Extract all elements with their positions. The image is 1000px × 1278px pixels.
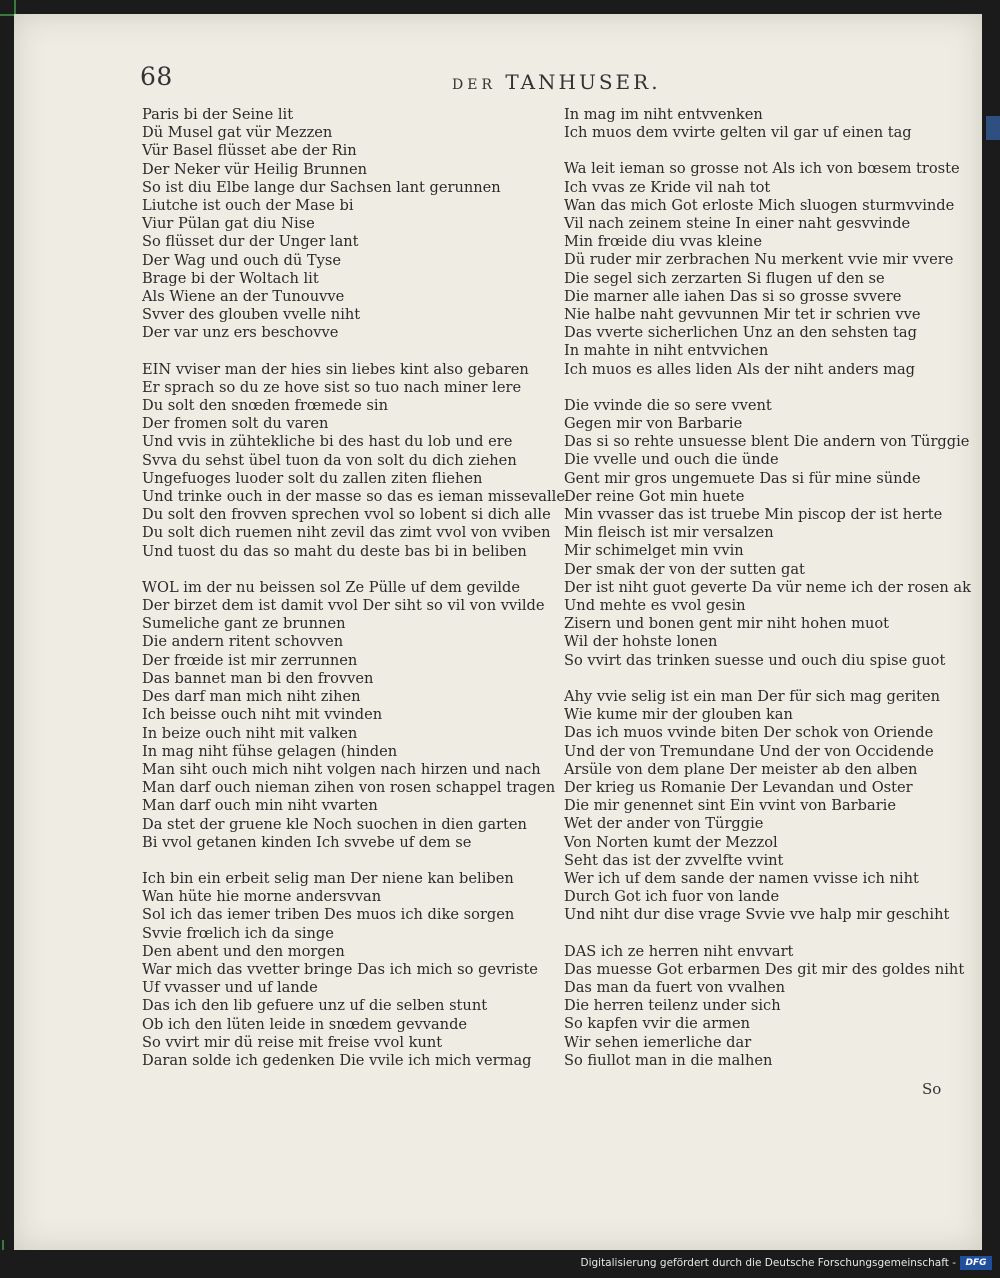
verse-line: EIN vviser man der hies sin liebes kint also gebaren <box>142 360 529 378</box>
verse-line: Zisern und bonen gent mir niht hohen muot <box>564 615 890 633</box>
left-column <box>142 106 565 1070</box>
verse-line: Gegen mir von Barbarie <box>564 415 743 433</box>
verse-line: Svva du sehst übel tuon da von solt du dich ziehen <box>142 451 517 469</box>
verse-line: Man darf ouch min niht vvarten <box>142 797 378 815</box>
verse-line: Als Wiene an der Tunouvve <box>142 288 345 306</box>
verse-line: Vil nach zeinem steine In einer naht gesvvinde <box>564 215 911 233</box>
verse-line: Das ich muos vvinde biten Der schok von Oriende <box>564 724 934 742</box>
verse-line: Er sprach so du ze hove sist so tuo nach miner lere <box>142 378 522 396</box>
verse-line: War mich das vvetter bringe Das ich mich so gevriste <box>142 960 538 978</box>
footer-credit: Digitalisierung gefördert durch die Deutsche Forschungsgemeinschaft - <box>580 1257 956 1269</box>
verse-line: Viur Pülan gat diu Nise <box>142 215 315 233</box>
verse-line: Der frœide ist mir zerrunnen <box>142 651 358 669</box>
verse-line: So vvirt das trinken suesse und ouch diu spise guot <box>564 651 946 669</box>
verse-line: Ich muos es alles liden Als der niht anders mag <box>564 360 916 378</box>
verse-line: Ich muos dem vvirte gelten vil gar uf einen tag <box>564 124 912 142</box>
stanza <box>142 870 562 1070</box>
verse-line: Und der von Tremundane Und der von Occidende <box>564 742 934 760</box>
verse-line: Wa leit ieman so grosse not Als ich von bœsem troste <box>564 160 960 178</box>
stanza <box>564 106 976 142</box>
verse-line: Ich bin ein erbeit selig man Der niene kan beliben <box>142 869 514 887</box>
verse-line: Die marner alle iahen Das si so grosse svvere <box>564 287 902 305</box>
verse-line: In mahte in niht entvvichen <box>564 342 769 360</box>
verse-line: Der Wag und ouch dü Tyse <box>142 251 342 269</box>
verse-line: Sol ich das iemer triben Des muos ich dike sorgen <box>142 906 515 924</box>
verse-line: WOL im der nu beissen sol Ze Pülle uf dem gevilde <box>142 578 521 596</box>
verse-line: Min fleisch ist mir versalzen <box>564 524 774 542</box>
stanza <box>564 943 976 1070</box>
running-head <box>452 70 661 94</box>
verse-line: Ich beisse ouch niht mit vvinden <box>142 706 383 724</box>
verse-line: Wet der ander von Türggie <box>564 815 764 833</box>
verse-line: Daran solde ich gedenken Die vvile ich mich vermag <box>142 1051 532 1069</box>
verse-line: Der smak der von der sutten gat <box>564 560 805 578</box>
verse-line: Durch Got ich fuor von lande <box>564 888 780 906</box>
stanza <box>142 360 565 561</box>
verse-line: Und mehte es vvol gesin <box>564 597 746 615</box>
verse-line: Brage bi der Woltach lit <box>142 269 319 287</box>
verse-line: Wir sehen iemerliche dar <box>564 1033 752 1051</box>
verse-line: Den abent und den morgen <box>142 942 345 960</box>
verse-line: Der ist niht guot geverte Da vür neme ich der rosen ak <box>564 578 971 596</box>
verse-line: In beize ouch niht mit valken <box>142 724 358 742</box>
verse-line: Die vvelle und ouch die ünde <box>564 451 779 469</box>
verse-line: Sumeliche gant ze brunnen <box>142 615 346 633</box>
verse-line: Von Norten kumt der Mezzol <box>564 833 778 851</box>
verse-line: Der var unz ers beschovve <box>142 324 339 342</box>
verse-line: Ob ich den lüten leide in snœdem gevvande <box>142 1015 468 1033</box>
dfg-logo: DFG <box>960 1256 992 1270</box>
verse-line: Und vvis in zühtekliche bi des hast du lob und ere <box>142 433 513 451</box>
verse-line: Ungefuoges luoder solt du zallen ziten fliehen <box>142 469 483 487</box>
verse-line: DAS ich ze herren niht envvart <box>564 942 794 960</box>
verse-line: Ahy vvie selig ist ein man Der für sich mag geriten <box>564 687 941 705</box>
verse-line: Und tuost du das so maht du deste bas bi in beliben <box>142 542 527 560</box>
verse-line: Du solt dich ruemen niht zevil das zimt vvol von vviben <box>142 524 551 542</box>
verse-line: Die andern ritent schovven <box>142 633 344 651</box>
verse-line: Das bannet man bi den frovven <box>142 669 374 687</box>
verse-line: Dü ruder mir zerbrachen Nu merkent vvie mir vvere <box>564 251 954 269</box>
verse-line: Der fromen solt du varen <box>142 415 329 433</box>
book-page <box>14 14 982 1250</box>
verse-line: Der birzet dem ist damit vvol Der siht so vil von vvilde <box>142 597 545 615</box>
verse-line: Man darf ouch nieman zihen von rosen schappel tragen <box>142 779 556 797</box>
verse-line: Mir schimelget min vvin <box>564 542 744 560</box>
verse-line: Das vverte sicherlichen Unz an den sehsten tag <box>564 324 917 342</box>
verse-line: So flüsset dur der Unger lant <box>142 233 359 251</box>
verse-line: Und trinke ouch in der masse so das es ieman missevalle <box>142 488 565 506</box>
verse-line: Vür Basel flüsset abe der Rin <box>142 142 357 160</box>
verse-line: Du solt den frovven sprechen vvol so lobent si dich alle <box>142 506 551 524</box>
verse-line: So vvirt mir dü reise mit freise vvol kunt <box>142 1033 443 1051</box>
verse-line: Svvie frœlich ich da singe <box>142 924 334 942</box>
verse-line: Die herren teilenz under sich <box>564 997 781 1015</box>
verse-line: Der reine Got min huete <box>564 487 745 505</box>
verse-line: Dü Musel gat vür Mezzen <box>142 124 333 142</box>
verse-line: So kapfen vvir die armen <box>564 1015 750 1033</box>
verse-line: Das ich den lib gefuere unz uf die selben stunt <box>142 997 488 1015</box>
verse-line: Bi vvol getanen kinden Ich svvebe uf dem se <box>142 833 472 851</box>
verse-line: Ich vvas ze Kride vil nah tot <box>564 178 771 196</box>
verse-line: Arsüle von dem plane Der meister ab den alben <box>564 760 918 778</box>
verse-line: Das si so rehte unsuesse blent Die andern von Türggie <box>564 433 970 451</box>
verse-line: Paris bi der Seine lit <box>142 106 294 123</box>
verse-line: Und niht dur dise vrage Svvie vve halp mir geschiht <box>564 906 950 924</box>
verse-line: Liutche ist ouch der Mase bi <box>142 197 354 215</box>
stanza <box>142 579 562 852</box>
right-column <box>564 106 976 1070</box>
verse-line: So ist diu Elbe lange dur Sachsen lant gerunnen <box>142 178 501 196</box>
scan-color-bar <box>986 116 1000 140</box>
stanza <box>564 160 976 378</box>
verse-line: Seht das ist der zvvelfte vvint <box>564 851 784 869</box>
verse-line: In mag im niht entvvenken <box>564 106 763 123</box>
stanza <box>564 688 976 925</box>
verse-line: Das man da fuert von vvalhen <box>564 978 786 996</box>
page-number: 68 <box>140 62 173 91</box>
stanza <box>142 106 562 343</box>
verse-line: Da stet der gruene kle Noch suochen in dien garten <box>142 815 527 833</box>
footer-bar <box>0 1250 1000 1278</box>
verse-line: Der Neker vür Heilig Brunnen <box>142 160 367 178</box>
verse-line: Die segel sich zerzarten Si flugen uf den se <box>564 269 885 287</box>
verse-line: Uf vvasser und uf lande <box>142 979 318 997</box>
running-head-title: TANHUSER. <box>505 70 661 94</box>
verse-line: Man siht ouch mich niht volgen nach hirzen und nach <box>142 760 541 778</box>
verse-line: Gent mir gros ungemuete Das si für mine sünde <box>564 469 921 487</box>
verse-line: Wil der hohste lonen <box>564 633 718 651</box>
verse-line: Svver des glouben vvelle niht <box>142 306 361 324</box>
verse-line: Das muesse Got erbarmen Des git mir des goldes niht <box>564 960 965 978</box>
verse-line: Des darf man mich niht zihen <box>142 688 361 706</box>
verse-line: Wan hüte hie morne andersvvan <box>142 888 382 906</box>
verse-line: Wie kume mir der glouben kan <box>564 706 793 724</box>
verse-line: Die vvinde die so sere vvent <box>564 396 772 414</box>
verse-line: Min frœide diu vvas kleine <box>564 233 762 251</box>
stanza <box>564 397 976 670</box>
verse-line: In mag niht fühse gelagen (hinden <box>142 742 398 760</box>
running-head-prefix: DER <box>452 77 496 93</box>
verse-line: Der krieg us Romanie Der Levandan und Oster <box>564 778 913 796</box>
verse-line: So fiullot man in die malhen <box>564 1051 773 1069</box>
verse-line: Min vvasser das ist truebe Min piscop der ist herte <box>564 506 943 524</box>
catchword: So <box>922 1080 942 1098</box>
verse-line: Nie halbe naht gevvunnen Mir tet ir schrien vve <box>564 306 921 324</box>
verse-line: Wer ich uf dem sande der namen vvisse ich niht <box>564 869 919 887</box>
verse-line: Die mir genennet sint Ein vvint von Barbarie <box>564 797 896 815</box>
verse-line: Wan das mich Got erloste Mich sluogen sturmvvinde <box>564 196 955 214</box>
verse-line: Du solt den snœden frœmede sin <box>142 397 388 415</box>
